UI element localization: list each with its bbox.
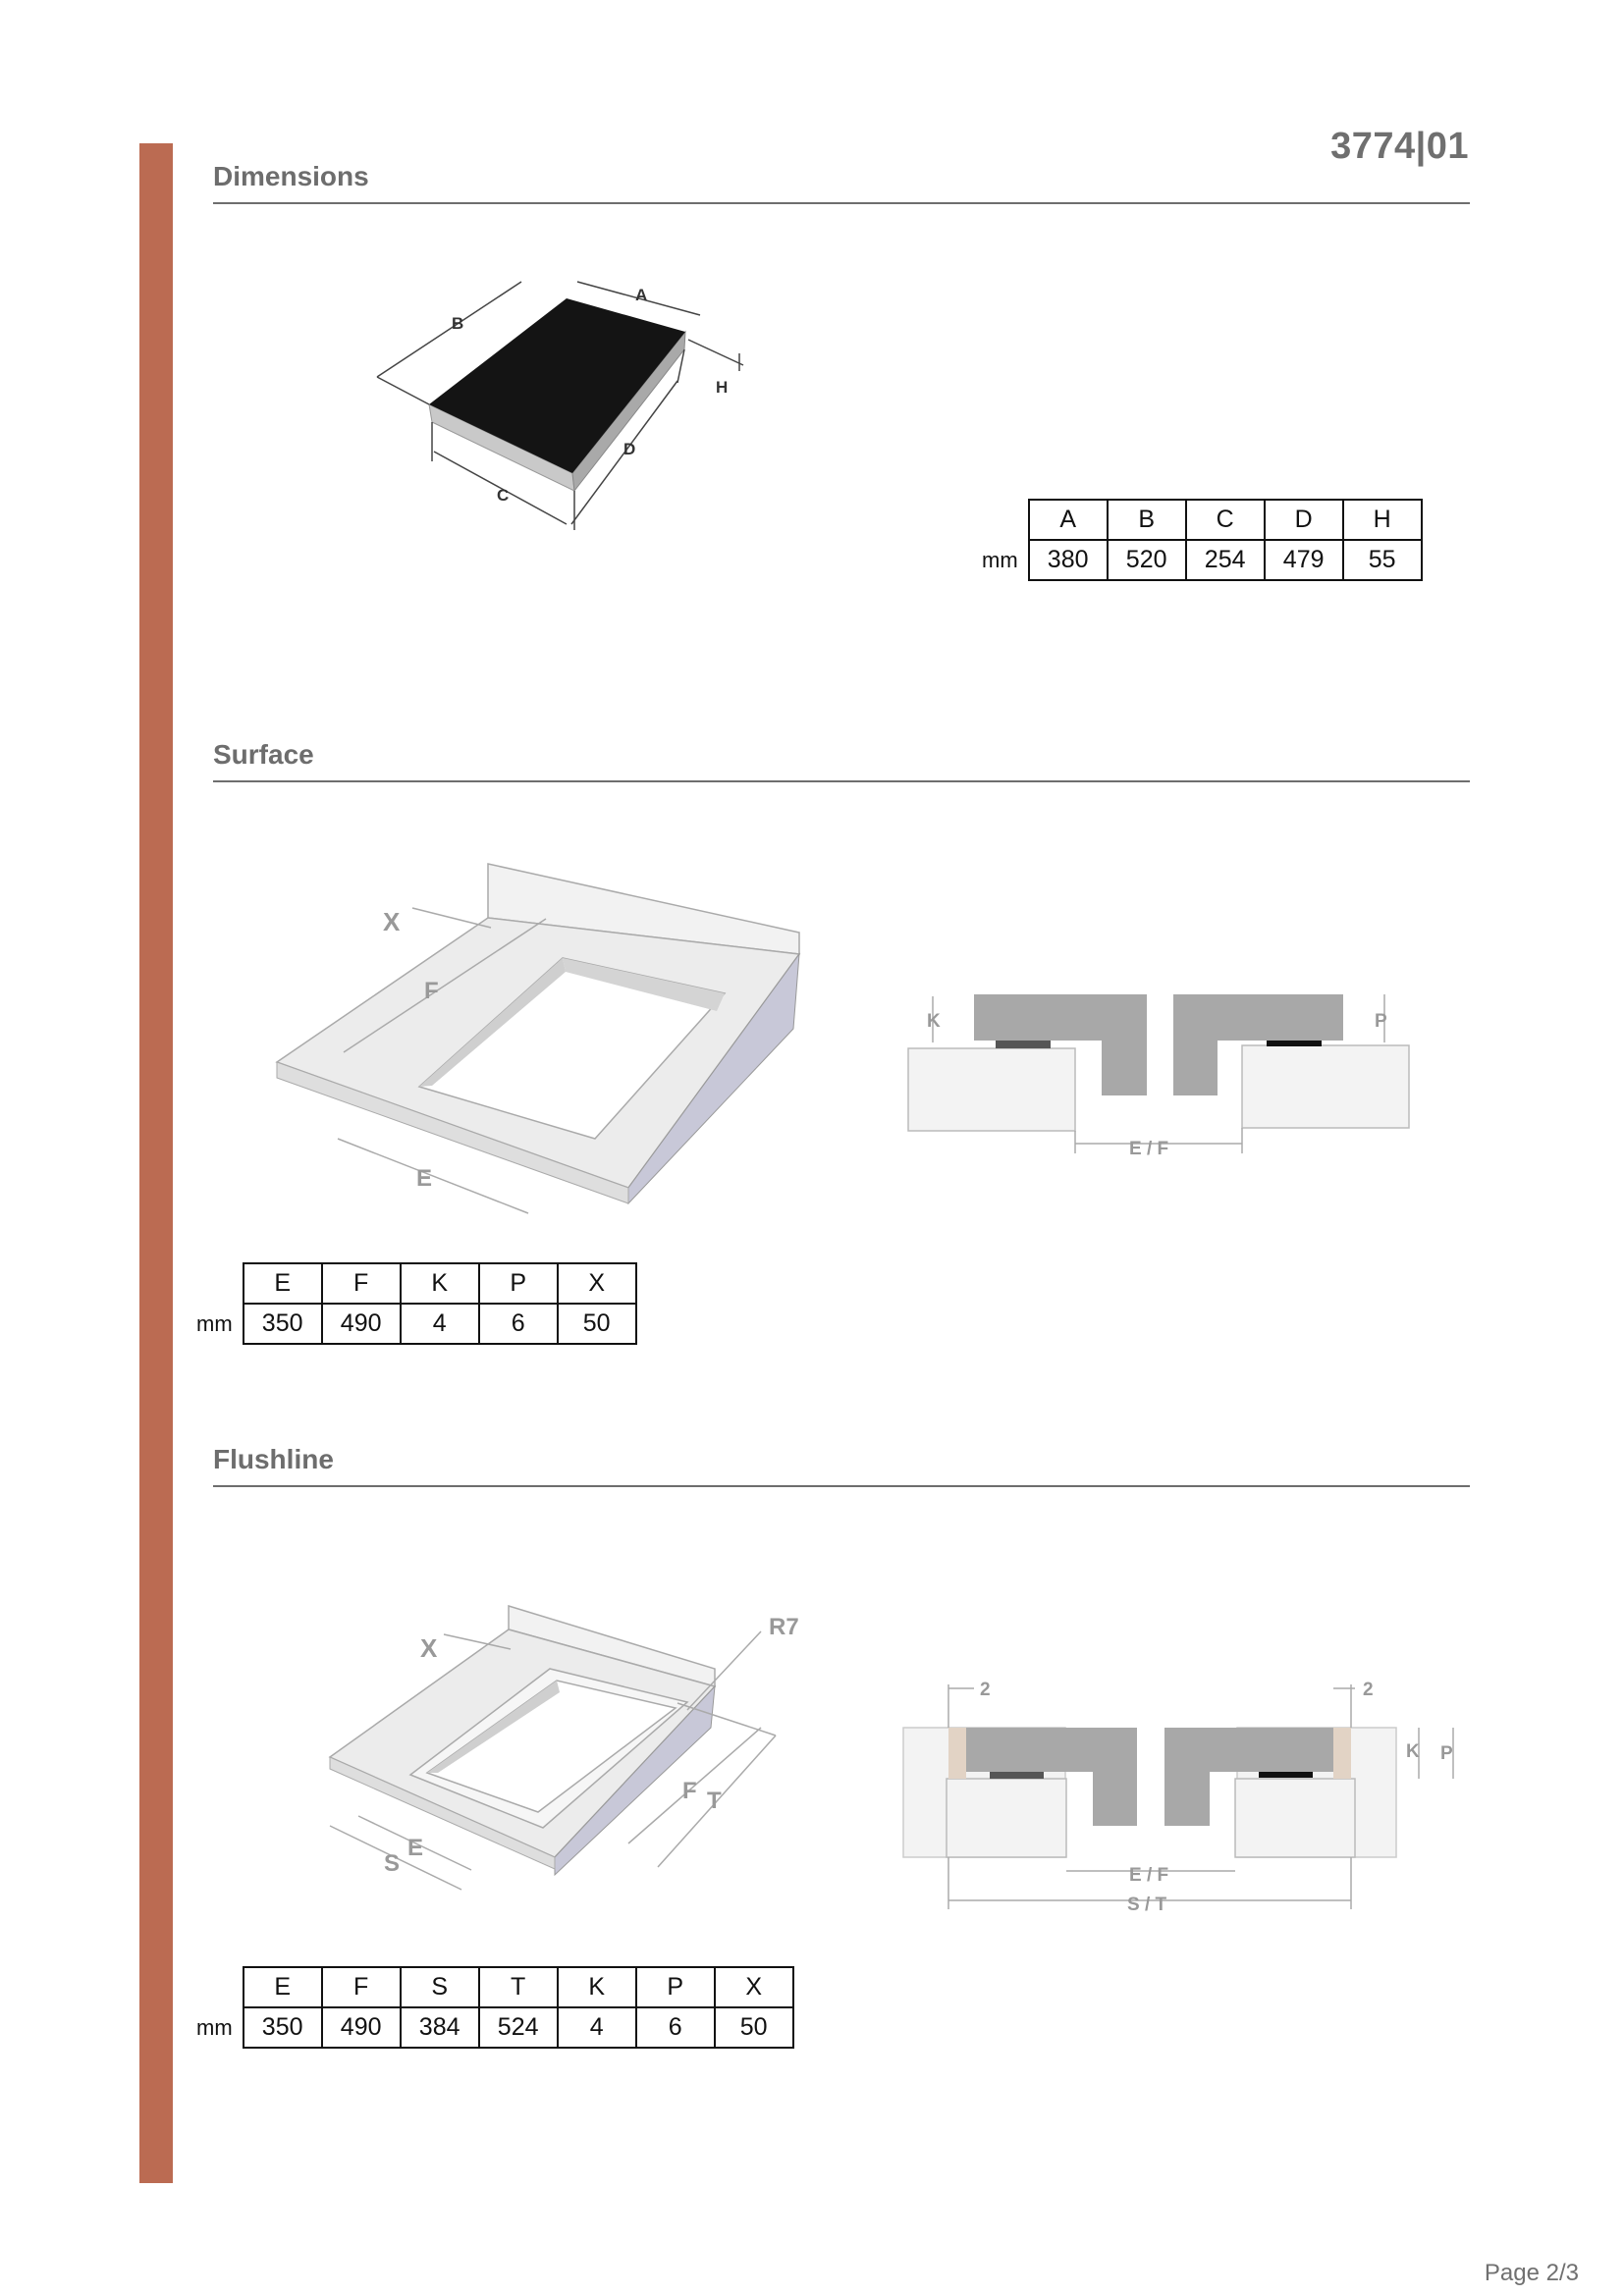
table-cell: 490 [322,1304,401,1344]
dim-label-ef: E / F [1129,1139,1169,1159]
dim-label-x: X [420,1633,438,1663]
dim-label-h: H [716,378,729,397]
dim-label-t: T [707,1788,722,1814]
table-header: X [715,1967,793,2007]
dim-label-p: P [1440,1743,1453,1764]
dim-label-k: K [1406,1741,1420,1762]
accent-bar [139,143,173,2183]
dim-label-f: F [682,1778,697,1804]
flushline-table [196,1966,794,2049]
table-cell: 384 [401,2007,479,2048]
table-header: A [1029,500,1108,540]
table-cell: 520 [1108,540,1186,580]
dim-label-a: A [635,286,648,304]
table-header: P [479,1263,558,1304]
table-header: K [401,1263,479,1304]
section-title-surface: Surface [213,739,314,770]
table-header: F [322,1263,401,1304]
table-header: C [1186,500,1265,540]
table-cell: 55 [1343,540,1422,580]
dimensions-table [982,499,1423,581]
table-cell: 350 [244,2007,322,2048]
dim-label-e: E [407,1835,424,1861]
table-header: X [558,1263,636,1304]
dim-label-d: D [623,440,636,458]
dim-label-r7: R7 [769,1614,799,1640]
table-cell: 479 [1265,540,1343,580]
table-header: P [636,1967,715,2007]
table-header: H [1343,500,1422,540]
table-cell: 50 [558,1304,636,1344]
table-header: K [558,1967,636,2007]
gap-label-right: 2 [1363,1680,1374,1700]
table-cell: 350 [244,1304,322,1344]
table-cell: 6 [636,2007,715,2048]
dim-label-p: P [1375,1011,1387,1032]
unit-label: mm [196,2014,233,2040]
flushline-cutout-diagram [314,1590,825,1904]
table-header: D [1265,500,1343,540]
dim-label-b: B [452,314,464,333]
table-header: S [401,1967,479,2007]
table-cell: 490 [322,2007,401,2048]
dim-label-e: E [416,1165,433,1192]
table-cell: 6 [479,1304,558,1344]
dim-label-k: K [927,1011,941,1032]
table-header: F [322,1967,401,2007]
dim-label-c: C [497,486,510,505]
table-cell: 4 [401,1304,479,1344]
flushline-section-diagram [898,1669,1453,1924]
table-cell: 380 [1029,540,1108,580]
dim-label-st: S / T [1127,1895,1167,1915]
dim-label-ef: E / F [1129,1865,1169,1886]
unit-label: mm [196,1310,233,1336]
table-header: T [479,1967,558,2007]
surface-table [196,1262,637,1345]
surface-cutout-diagram [265,854,815,1227]
section-title-dimensions: Dimensions [213,161,369,191]
section-divider [213,1485,1470,1487]
table-cell: 50 [715,2007,793,2048]
dim-label-x: X [383,907,401,936]
section-title-flushline: Flushline [213,1444,334,1474]
section-divider [213,202,1470,204]
dim-label-f: F [424,978,439,1004]
section-divider [213,780,1470,782]
table-header: B [1108,500,1186,540]
surface-section-diagram [903,982,1424,1178]
table-header: E [244,1263,322,1304]
dim-label-s: S [384,1850,401,1877]
page-number: Page 2/3 [1484,2260,1579,2286]
unit-label: mm [982,547,1018,572]
gap-label-left: 2 [980,1680,991,1700]
table-cell: 4 [558,2007,636,2048]
hob-dimensions-diagram [353,265,766,540]
table-cell: 524 [479,2007,558,2048]
model-number: 3774|01 [1330,126,1469,167]
table-cell: 254 [1186,540,1265,580]
table-header: E [244,1967,322,2007]
